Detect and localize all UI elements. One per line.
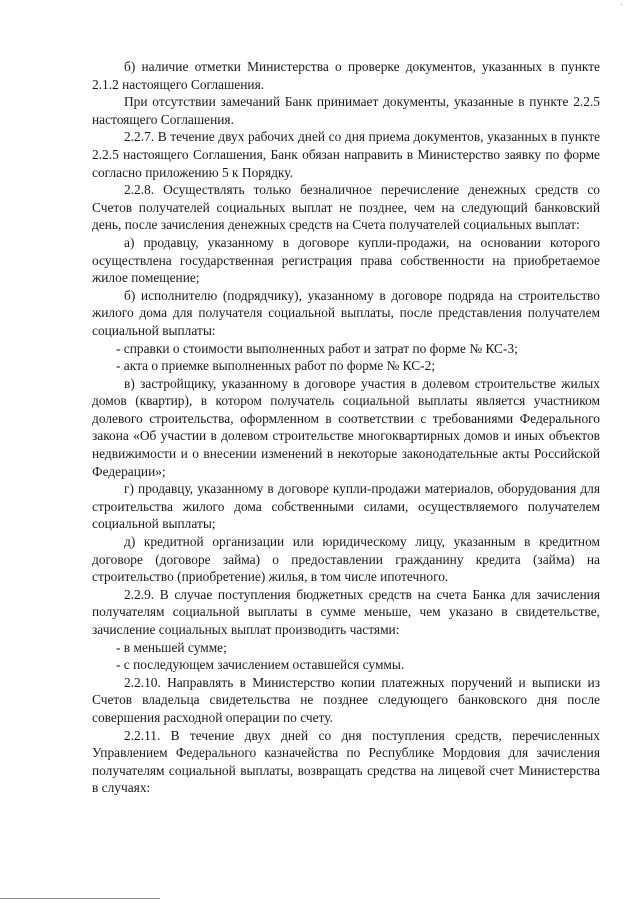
list-item-remaining-sum: - с последующем зачислением оставшейся суммы.	[116, 657, 405, 673]
paragraph-2-2-9: 2.2.9. В случае поступления бюджетных средств на счета Банка для зачисления получателям социальной выплаты в сумме меньше, чем указано в свидетельстве, зачисление социальных выплат производить частями:	[92, 586, 600, 637]
scan-mark	[621, 4, 622, 5]
paragraph-2-2-8: 2.2.8. Осуществлять только безналичное перечисление денежных средств со Счетов получателей социальных выплат не позднее, чем на следующий банковский день, после зачисления денежных средств на Счета получателей социальных выплат:	[92, 182, 600, 233]
paragraph-2-2-11: 2.2.11. В течение двух дней со дня поступления средств, перечисленных Управлением Федерального казначейства по Республике Мордовия для зачисления получателям социальной выплаты, возвращать средства на лицевой счет Министерства в случаях:	[92, 727, 600, 796]
scan-edge-line	[0, 898, 160, 899]
paragraph-no-remarks: При отсутствии замечаний Банк принимает документы, указанные в пункте 2.2.5 настоящего Соглашения.	[92, 94, 600, 127]
paragraph-b-contractor: б) исполнителю (подрядчику), указанному в договоре подряда на строительство жилого дома для получателя социальной выплаты, после представления получателем социальной выплаты:	[92, 287, 600, 338]
paragraph-2-2-7: 2.2.7. В течение двух рабочих дней со дня приема документов, указанных в пункте 2.2.5 настоящего Соглашения, Банк обязан направить в Министерство заявку по форме согласно приложению 5 к Порядку.	[92, 129, 600, 180]
list-item-ks3: - справки о стоимости выполненных работ и затрат по форме № КС-3;	[116, 340, 518, 356]
paragraph-d-credit-organization: д) кредитной организации или юридическому лицу, указанным в кредитном договоре (договоре займа) о предоставлении гражданину кредита (займа) на строительство (приобретение) жилья, в том числе ипотечного.	[92, 534, 600, 585]
paragraph-v-developer: в) застройщику, указанному в договоре участия в долевом строительстве жилых домов (квартир), в котором получатель социальной выплаты является участником долевого строительства, оформленном в соответствии с требованиями Федерального закона «Об участии в долевом строительстве многоквартирных домов и иных объектов недвижимости и о внесении изменений в некоторые законодательные акты Российской Федерации»;	[92, 375, 600, 479]
paragraph-g-materials-seller: г) продавцу, указанному в договоре купли-продажи материалов, оборудования для строительства жилого дома собственными силами, осуществляемого получателем социальной выплаты;	[92, 481, 600, 532]
list-item-smaller-sum: - в меньшей сумме;	[116, 639, 227, 655]
document-body	[92, 58, 600, 797]
paragraph-b-note: б) наличие отметки Министерства о проверке документов, указанных в пункте 2.1.2 настоящего Соглашения.	[92, 59, 600, 92]
paragraph-2-2-10: 2.2.10. Направлять в Министерство копии платежных поручений и выписки из Счетов владельца свидетельства не позднее следующего банковского дня после совершения расходной операции по счету.	[92, 674, 600, 725]
paragraph-a-seller: а) продавцу, указанному в договоре купли-продажи, на основании которого осуществлена государственная регистрация права собственности на приобретаемое жилое помещение;	[92, 234, 600, 286]
list-item-ks2: - акта о приемке выполненных работ по форме № КС-2;	[116, 358, 436, 374]
